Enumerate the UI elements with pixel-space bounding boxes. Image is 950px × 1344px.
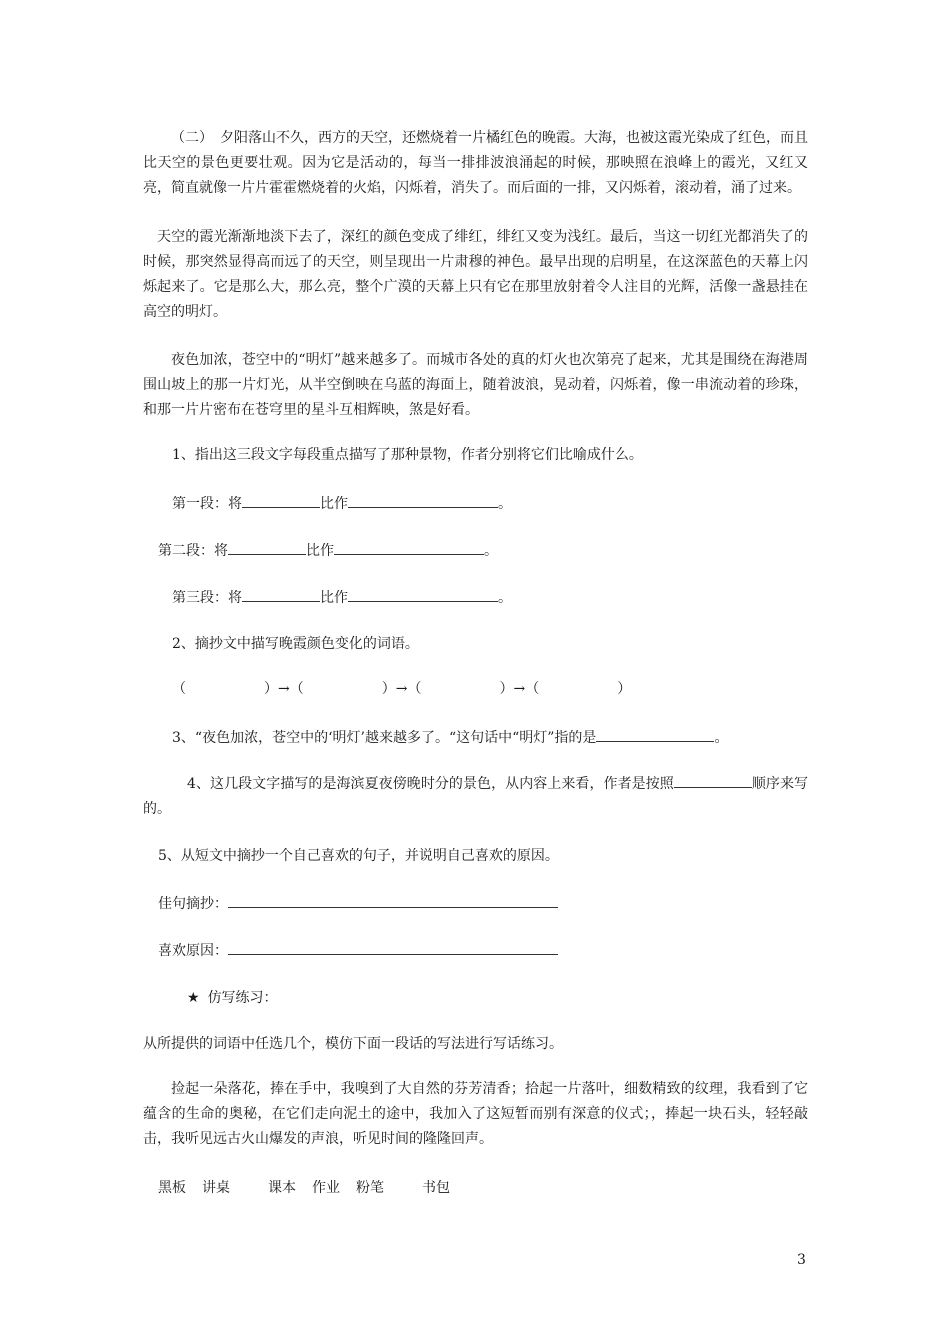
imitation-instruction: 从所提供的词语中任选几个，模仿下面一段话的写法进行写话练习。 <box>143 1036 563 1052</box>
q5-reason-blank[interactable] <box>228 940 558 955</box>
q2-paren-open-1: （ <box>172 681 186 697</box>
word-bank-item: 黑板 <box>158 1180 186 1196</box>
word-bank-item: 课本 <box>268 1180 296 1196</box>
imitation-heading-row <box>187 988 278 1008</box>
page-number: 3 <box>797 1252 806 1268</box>
question-1-prompt: 1、指出这三段文字每段重点描写了那种景物，作者分别将它们比喻成什么。 <box>172 447 643 463</box>
word-bank-item: 粉笔 <box>356 1180 384 1196</box>
q2-paren-open-3: （ <box>407 681 422 697</box>
q4-prompt-text: 4、这几段文字描写的是海滨夏夜傍晚时分的景色，从内容上来看，作者是按照 <box>187 776 674 792</box>
q1-row2-scene-blank[interactable] <box>228 540 306 555</box>
q1-row1-compare-word: 比作 <box>320 496 348 512</box>
word-bank-item: 讲桌 <box>202 1180 230 1196</box>
arrow-icon: → <box>395 681 408 697</box>
q1-row2-metaphor-blank[interactable] <box>334 540 484 555</box>
passage-paragraph-1: （二） 夕阳落山不久，西方的天空，还燃烧着一片橘红色的晚霞。大海，也被这霞光染成了红色，而且比天空的景色更要壮观。因为它是活动的，每当一排排波浪涌起的时候，那映照在浪峰上的霞光，又红又亮，简直就像一片片霍霍燃烧着的火焰，闪烁着，消失了。而后面的一排，又闪烁着，滚动着，涌了过来。 <box>143 130 808 196</box>
word-bank-item: 作业 <box>312 1180 340 1196</box>
imitation-model-paragraph: 捡起一朵落花，捧在手中，我嗅到了大自然的芬芳清香；拾起一片落叶，细数精致的纹理，我看到了它蕴含的生命的奥秘，在它们走向泥土的途中，我加入了这短暂而别有深意的仪式；，捧起一块石头，轻轻敲击，我听见远古火山爆发的声浪，听见时间的隆隆回声。 <box>143 1081 808 1147</box>
passage-paragraph-3: 夜色加浓，苍空中的“明灯”越来越多了。而城市各处的真的灯火也次第亮了起来，尤其是围绕在海港周围山坡上的那一片灯光，从半空倒映在乌蓝的海面上，随着波浪，晃动着，闪烁着，像一串流动着的珍珠，和那一片片密布在苍穹里的星斗互相辉映，煞是好看。 <box>143 352 808 418</box>
passage-paragraph-2: 天空的霞光渐渐地淡下去了，深红的颜色变成了绯红，绯红又变为浅红。最后，当这一切红光都消失了的时候，那突然显得高而远了的天空，则呈现出一片肃穆的神色。最早出现的启明星，在这深蓝色的天幕上闪烁起来了。它是那么大，那么亮，整个广漠的天幕上只有它在那里放射着令人注目的光辉，活像一盏悬挂在高空的明灯。 <box>143 229 808 320</box>
q2-paren-open-2: （ <box>289 681 304 697</box>
q1-row3-compare-word: 比作 <box>320 590 348 606</box>
q3-answer-blank[interactable] <box>596 727 714 742</box>
q3-end-mark: 。 <box>714 730 729 746</box>
q5-reason-row <box>158 940 558 961</box>
q4-answer-blank[interactable] <box>674 773 752 788</box>
q2-paren-close-1: ） <box>264 681 278 697</box>
q4-prompt-tail: 顺序来写的。 <box>143 776 809 817</box>
q2-paren-close-2: ） <box>381 681 396 697</box>
imitation-heading: 仿写练习： <box>207 990 278 1006</box>
q3-prompt-text: 3、“夜色加浓，苍空中的‘明灯’越来越多了。“这句话中“明灯”指的是 <box>172 730 597 746</box>
q1-answer-row-1 <box>172 493 512 514</box>
q1-row3-scene-blank[interactable] <box>242 587 320 602</box>
q2-paren-open-4: （ <box>525 681 540 697</box>
q1-row3-end-mark: 。 <box>498 590 512 606</box>
q1-row2-label: 第二段：将 <box>158 543 228 559</box>
q5-sentence-blank[interactable] <box>228 893 558 908</box>
q5-reason-label: 喜欢原因： <box>158 943 228 959</box>
q1-row1-label: 第一段：将 <box>172 496 242 512</box>
q1-answer-row-3 <box>172 587 512 608</box>
word-bank-item: 书包 <box>422 1180 450 1196</box>
q5-sentence-row <box>158 893 558 914</box>
q1-row3-label: 第三段：将 <box>172 590 242 606</box>
q2-paren-close-3: ） <box>499 681 514 697</box>
q1-row2-compare-word: 比作 <box>306 543 334 559</box>
q1-row3-metaphor-blank[interactable] <box>348 587 498 602</box>
q5-sentence-label: 佳句摘抄： <box>158 896 228 912</box>
star-icon: ★ <box>187 990 200 1006</box>
q1-row1-metaphor-blank[interactable] <box>348 493 498 508</box>
arrow-icon: → <box>278 681 290 697</box>
q2-color-chain <box>172 679 631 699</box>
arrow-icon: → <box>513 681 526 697</box>
q1-row2-end-mark: 。 <box>484 543 498 559</box>
word-bank <box>158 1178 450 1198</box>
question-2-prompt: 2、摘抄文中描写晚霞颜色变化的词语。 <box>172 636 419 652</box>
q1-answer-row-2 <box>158 540 498 561</box>
question-5-prompt: 5、从短文中摘抄一个自己喜欢的句子，并说明自己喜欢的原因。 <box>158 848 559 864</box>
q1-row1-scene-blank[interactable] <box>242 493 320 508</box>
question-4-prompt <box>143 772 808 822</box>
question-3-prompt <box>172 727 728 748</box>
q1-row1-end-mark: 。 <box>498 496 512 512</box>
q2-paren-close-4: ） <box>617 681 632 697</box>
